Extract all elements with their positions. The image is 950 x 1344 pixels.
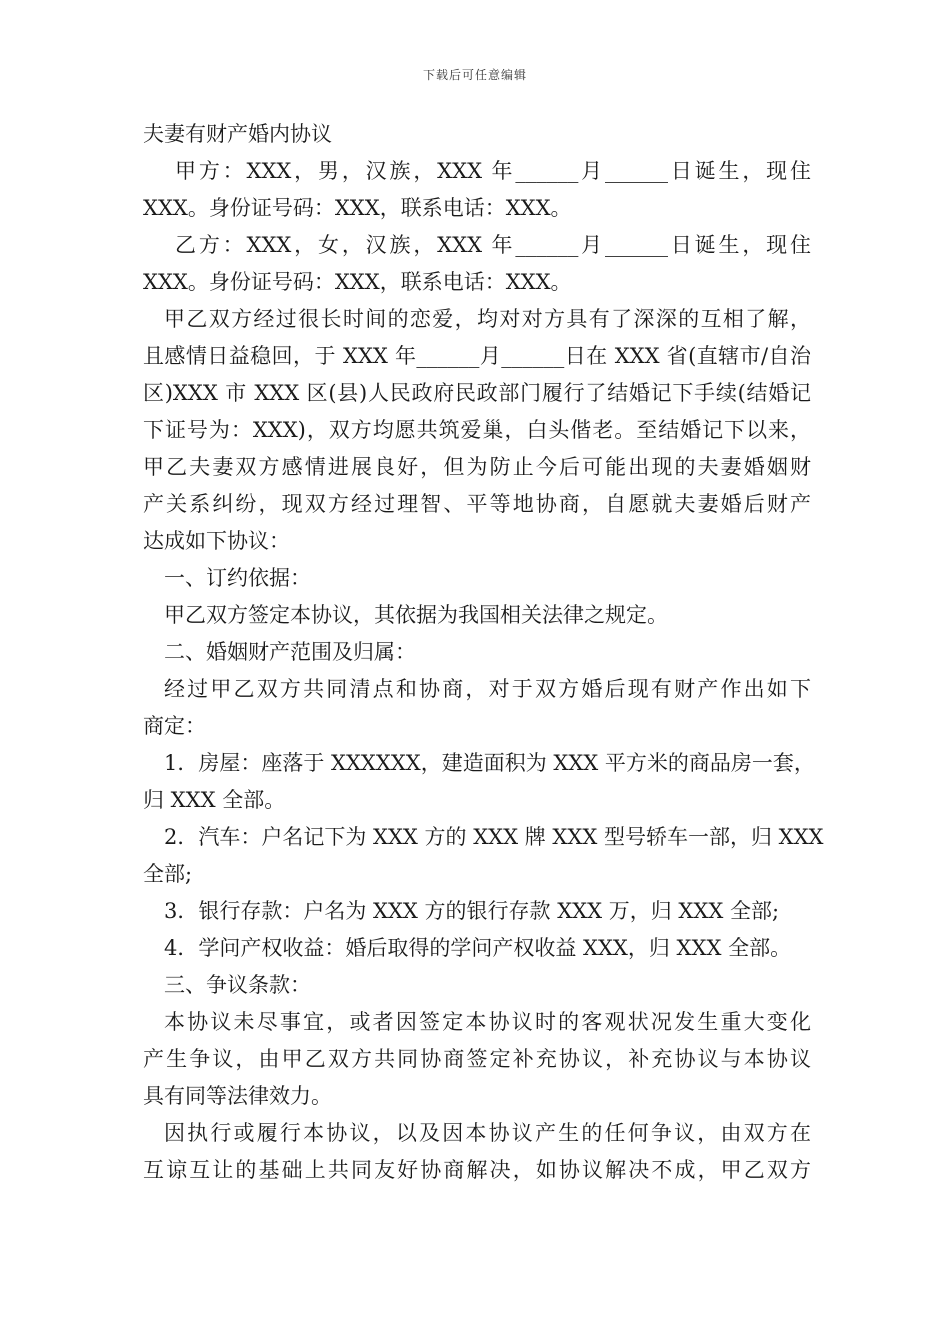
text-line: XXX。身份证号码：XXX，联系电话：XXX。: [143, 196, 572, 220]
text-line: 商定：: [143, 714, 206, 738]
text-line: 产生争议，由甲乙双方共同协商签定补充协议，补充协议与本协议: [143, 1047, 811, 1071]
text-line: 1．房屋：座落于 XXXXXX，建造面积为 XXX 平方米的商品房一套，: [164, 751, 815, 775]
text-line: 具有同等法律效力。: [143, 1084, 332, 1108]
text-line: 达成如下协议：: [143, 529, 290, 553]
text-line: 区)XXX 市 XXX 区(县)人民政府民政部门履行了结婚记下手续(结婚记: [143, 381, 811, 405]
document-title: 夫妻有财产婚内协议: [143, 122, 332, 146]
text-line: 2．汽车：户名记下为 XXX 方的 XXX 牌 XXX 型号轿车一部，归 XXX: [164, 825, 824, 849]
text-line: 甲方：XXX，男，汉族，XXX 年______月______日诞生，现住: [175, 159, 811, 183]
text-line: 二、婚姻财产范围及归属：: [164, 640, 416, 664]
text-line: 归 XXX 全部。: [143, 788, 286, 812]
text-line: 乙方：XXX，女，汉族，XXX 年______月______日诞生，现住: [175, 233, 811, 257]
text-line: 互谅互让的基础上共同友好协商解决，如协议解决不成，甲乙双方: [143, 1158, 811, 1182]
text-line: 因执行或履行本协议，以及因本协议产生的任何争议，由双方在: [164, 1121, 811, 1145]
text-line: 且感情日益稳回，于 XXX 年______月______日在 XXX 省(直辖市/自治: [143, 344, 811, 368]
text-line: 4．学问产权收益：婚后取得的学问产权收益 XXX，归 XXX 全部。: [164, 936, 792, 960]
text-line: 3．银行存款：户名为 XXX 方的银行存款 XXX 万，归 XXX 全部;: [164, 899, 780, 923]
text-line: XXX。身份证号码：XXX，联系电话：XXX。: [143, 270, 572, 294]
text-line: 全部;: [143, 862, 193, 886]
text-line: 一、订约依据：: [164, 566, 311, 590]
text-line: 三、争议条款：: [164, 973, 311, 997]
text-line: 经过甲乙双方共同清点和协商，对于双方婚后现有财产作出如下: [164, 677, 811, 701]
text-line: 本协议未尽事宜，或者因签定本协议时的客观状况发生重大变化: [164, 1010, 811, 1034]
page-header: 下载后可任意编辑: [422, 68, 527, 82]
document-body: [143, 116, 824, 1189]
text-line: 甲乙双方签定本协议，其依据为我国相关法律之规定。: [164, 603, 668, 627]
text-line: 产关系纠纷，现双方经过理智、平等地协商，自愿就夫妻婚后财产: [143, 492, 811, 516]
text-line: 甲乙夫妻双方感情进展良好，但为防止今后可能出现的夫妻婚姻财: [143, 455, 811, 479]
text-line: 甲乙双方经过很长时间的恋爱，均对对方具有了深深的互相了解，: [164, 307, 811, 331]
text-line: 下证号为：XXX)，双方均愿共筑爱巢，白头偕老。至结婚记下以来，: [143, 418, 811, 442]
